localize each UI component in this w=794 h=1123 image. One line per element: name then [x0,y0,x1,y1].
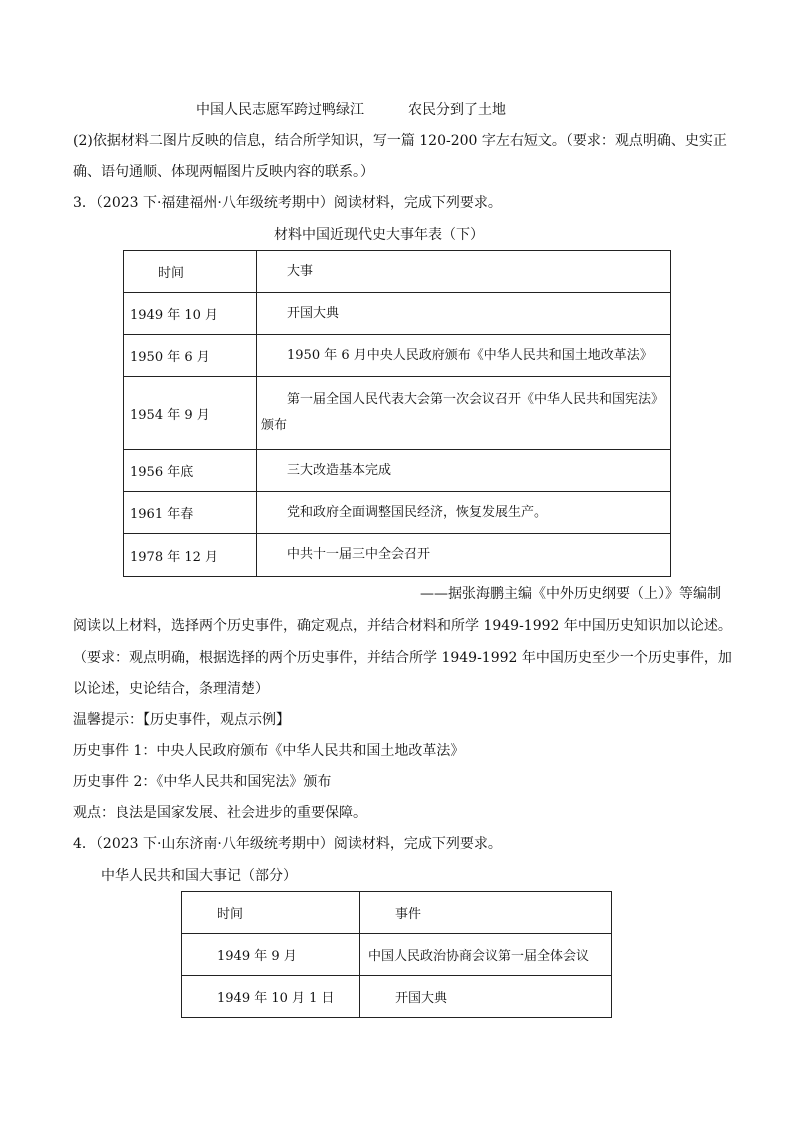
row-time: 1978 年 12 月 [124,534,257,577]
caption-volunteer-army: 中国人民志愿军跨过鸭绿江 [196,102,364,118]
table-row [124,492,671,534]
q4-table-title: 中华人民共和国大事记（部分） [101,868,297,884]
caption-land-reform: 农民分到了土地 [408,102,506,118]
row-time: 1949 年 9 月 [182,934,360,976]
q3-paragraph-2: （要求：观点明确，根据选择的两个历史事件，并结合所学 1949-1992 年中国历史至少一个历史事件，加 [73,650,732,666]
header-event: 事件 [360,892,612,934]
row-event: 开国大典 [257,293,671,335]
q2-text-line2: 确、语句通顺、体现两幅图片反映内容的联系。） [73,164,374,180]
q3-event-1: 历史事件 1：中央人民政府颁布《中华人民共和国土地改革法》 [73,743,465,759]
header-time: 时间 [182,892,360,934]
q3-tip: 温馨提示：【历史事件，观点示例】 [73,712,290,728]
q3-paragraph-1: 阅读以上材料，选择两个历史事件，确定观点，并结合材料和所学 1949-1992 年中国历史知识加以论述。 [73,618,732,634]
q3-source: ——据张海鹏主编《中外历史纲要（上）》等编制 [420,586,721,602]
row-event: 三大改造基本完成 [257,450,671,492]
table-row [124,450,671,492]
q2-text-line1: (2)依据材料二图片反映的信息，结合所学知识，写一篇 120-200 字左右短文。（要求：观点明确、史实正 [73,133,727,149]
q3-table-title: 材料中国近现代史大事年表（下） [274,227,484,243]
table-header-row [124,251,671,293]
q4-events-table [181,891,612,1018]
row-event: 党和政府全面调整国民经济，恢复发展生产。 [257,492,671,534]
row-event: 中共十一届三中全会召开 [257,534,671,577]
q4-heading: 4．（2023 下·山东济南·八年级统考期中）阅读材料，完成下列要求。 [73,836,502,852]
row-event: 第一届全国人民代表大会第一次会议召开《中华人民共和国宪法》颁布 [257,377,671,450]
table-row [182,976,612,1018]
row-time: 1949 年 10 月 [124,293,257,335]
row-time: 1961 年春 [124,492,257,534]
q3-viewpoint: 观点：良法是国家发展、社会进步的重要保障。 [73,805,367,821]
row-event: 1950 年 6 月中央人民政府颁布《中华人民共和国土地改革法》 [257,335,671,377]
q3-paragraph-3: 以论述，史论结合，条理清楚） [73,681,269,697]
table-row [124,293,671,335]
row-time: 1949 年 10 月 1 日 [182,976,360,1018]
q3-event-2: 历史事件 2：《中华人民共和国宪法》颁布 [73,774,332,790]
row-event: 开国大典 [360,976,612,1018]
q3-events-table [123,250,671,577]
q3-heading: 3．（2023 下·福建福州·八年级统考期中）阅读材料，完成下列要求。 [73,195,502,211]
row-time: 1954 年 9 月 [124,377,257,450]
header-time: 时间 [124,251,257,293]
table-row [124,335,671,377]
header-event: 大事 [257,251,671,293]
table-row [124,377,671,450]
table-row [182,934,612,976]
table-row [124,534,671,577]
table-header-row [182,892,612,934]
row-event: 中国人民政治协商会议第一届全体会议 [360,934,612,976]
row-time: 1950 年 6 月 [124,335,257,377]
row-time: 1956 年底 [124,450,257,492]
